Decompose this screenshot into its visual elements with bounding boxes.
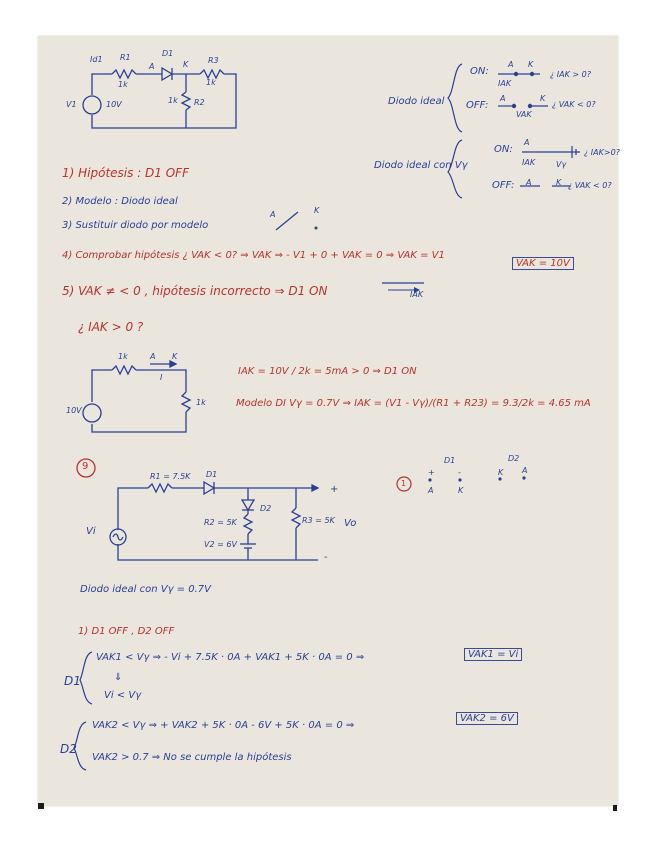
circuit1-r1-value: 1k: [118, 80, 128, 89]
d1-line-3: Vi < Vγ: [104, 690, 142, 701]
step-d1-d2-off: 1) D1 OFF , D2 OFF: [78, 626, 175, 637]
ideal-vg-off-label: OFF:: [492, 180, 515, 191]
ideal-off-k: K: [540, 94, 546, 103]
ideal-on-condition: ¿ IAK > 0?: [550, 70, 591, 79]
ideal-off-vak: VAK: [516, 110, 532, 119]
side-number: 1: [401, 479, 407, 488]
ideal-vg-off-condition: ¿ VAK < 0?: [568, 181, 612, 190]
legend-plus: +: [428, 468, 435, 477]
d2-label: D2: [60, 742, 77, 756]
model-a-label: A: [270, 210, 276, 219]
legend-d2: D2: [508, 454, 520, 463]
legend-k: K: [498, 468, 504, 477]
note-ideal-diode: Diodo ideal con Vγ = 0.7V: [80, 584, 211, 595]
ideal-on-iak: IAK: [498, 79, 512, 88]
circuit1-d1-label: D1: [162, 49, 174, 58]
circuit1-source-label: V1: [66, 100, 77, 109]
ideal-on-k: K: [528, 60, 534, 69]
model-k-label: K: [314, 206, 320, 215]
circuit1-r3-value: 1k: [206, 78, 216, 87]
circuit3-r3: R3 = 5K: [302, 516, 335, 525]
on-iak-label: IAK: [410, 290, 424, 299]
circuit1-r2-label: R2: [194, 98, 205, 107]
legend-a-lower: A: [428, 486, 434, 495]
circuit2-source: 10V: [66, 406, 82, 415]
legend-d1: D1: [444, 456, 456, 465]
ideal-vg-off-a: A: [526, 178, 532, 187]
circuit2-i: I: [160, 373, 163, 382]
circuit3-plus: +: [330, 484, 339, 495]
ideal-vg-off-k: K: [556, 178, 562, 187]
ideal-diode-label: Diodo ideal: [388, 96, 445, 107]
result-box-vak: VAK = 10V: [512, 257, 574, 270]
page-corner-mark-right: [613, 805, 617, 811]
ideal-vg-on-label: ON:: [494, 144, 513, 155]
circuit2-k: K: [172, 352, 178, 361]
step-5-conclusion: 5) VAK ≠ < 0 , hipótesis incorrecto ⇒ D1 ON: [62, 284, 328, 298]
ideal-off-a: A: [500, 94, 506, 103]
legend-a: A: [522, 466, 528, 475]
d1-label: D1: [64, 674, 81, 688]
circuit1-a-label: A: [149, 62, 155, 71]
page-corner-mark-left: [38, 803, 44, 809]
legend-k-lower: K: [458, 486, 464, 495]
step-1-hypothesis: 1) Hipótesis : D1 OFF: [62, 166, 189, 180]
equation-iak: IAK = 10V / 2k = 5mA > 0 ⇒ D1 ON: [238, 366, 417, 377]
ideal-vg-on-condition: ¿ IAK>0?: [584, 148, 620, 157]
ideal-off-label: OFF:: [466, 100, 489, 111]
ideal-on-a: A: [508, 60, 514, 69]
question-iak: ¿ IAK > 0 ?: [78, 320, 144, 334]
circuit1-id-label: Id1: [90, 55, 103, 64]
circuit1-r2-value: 1k: [168, 96, 178, 105]
ideal-off-condition: ¿ VAK < 0?: [552, 100, 596, 109]
circuit3-vi: Vi: [86, 526, 96, 537]
circuit2-a: A: [150, 352, 156, 361]
problem-number: 9: [82, 461, 89, 472]
d1-line-2: ⇓: [114, 672, 123, 683]
circuit3-r1: R1 = 7.5K: [150, 472, 191, 481]
circuit3-minus: -: [324, 552, 328, 563]
circuit3-d2: D2: [260, 504, 272, 513]
circuit1-k-label: K: [183, 60, 189, 69]
circuit1-source-value: 10V: [106, 100, 122, 109]
equation-model-di: Modelo DI Vγ = 0.7V ⇒ IAK = (V1 - Vγ)/(R1 + R23) = 9.3/2k = 4.65 mA: [236, 398, 591, 409]
ideal-vg-vg: Vγ: [556, 160, 567, 169]
ideal-on-label: ON:: [470, 66, 489, 77]
circuit1-r3-label: R3: [208, 56, 219, 65]
legend-minus: -: [458, 468, 461, 477]
circuit3-vo: Vo: [344, 518, 357, 529]
circuit2-r-top: 1k: [118, 352, 128, 361]
ideal-vg-label: Diodo ideal con Vγ: [374, 160, 468, 171]
d2-line-2: VAK2 > 0.7 ⇒ No se cumple la hipótesis: [92, 752, 292, 763]
step-4-check: 4) Comprobar hipótesis ¿ VAK < 0? ⇒ VAK ⇒ - V1 + 0 + VAK = 0 ⇒ VAK = V1: [62, 250, 445, 261]
result-box-vak1: VAK1 = Vi: [464, 648, 522, 661]
d2-line-1: VAK2 < Vγ ⇒ + VAK2 + 5K · 0A - 6V + 5K · 0A = 0 ⇒: [92, 720, 355, 731]
result-box-vak2: VAK2 = 6V: [456, 712, 518, 725]
circuit3-v2: V2 = 6V: [204, 540, 237, 549]
d1-line-1: VAK1 < Vγ ⇒ - Vi + 7.5K · 0A + VAK1 + 5K · 0A = 0 ⇒: [96, 652, 365, 663]
circuit3-d1: D1: [206, 470, 218, 479]
ideal-vg-a: A: [524, 138, 530, 147]
circuit2-r-right: 1k: [196, 398, 206, 407]
ideal-vg-iak: IAK: [522, 158, 536, 167]
circuit3-r2: R2 = 5K: [204, 518, 237, 527]
step-2-model: 2) Modelo : Diodo ideal: [62, 196, 178, 207]
circuit1-r1-label: R1: [120, 53, 131, 62]
step-3-substitute: 3) Sustituir diodo por modelo: [62, 220, 209, 231]
